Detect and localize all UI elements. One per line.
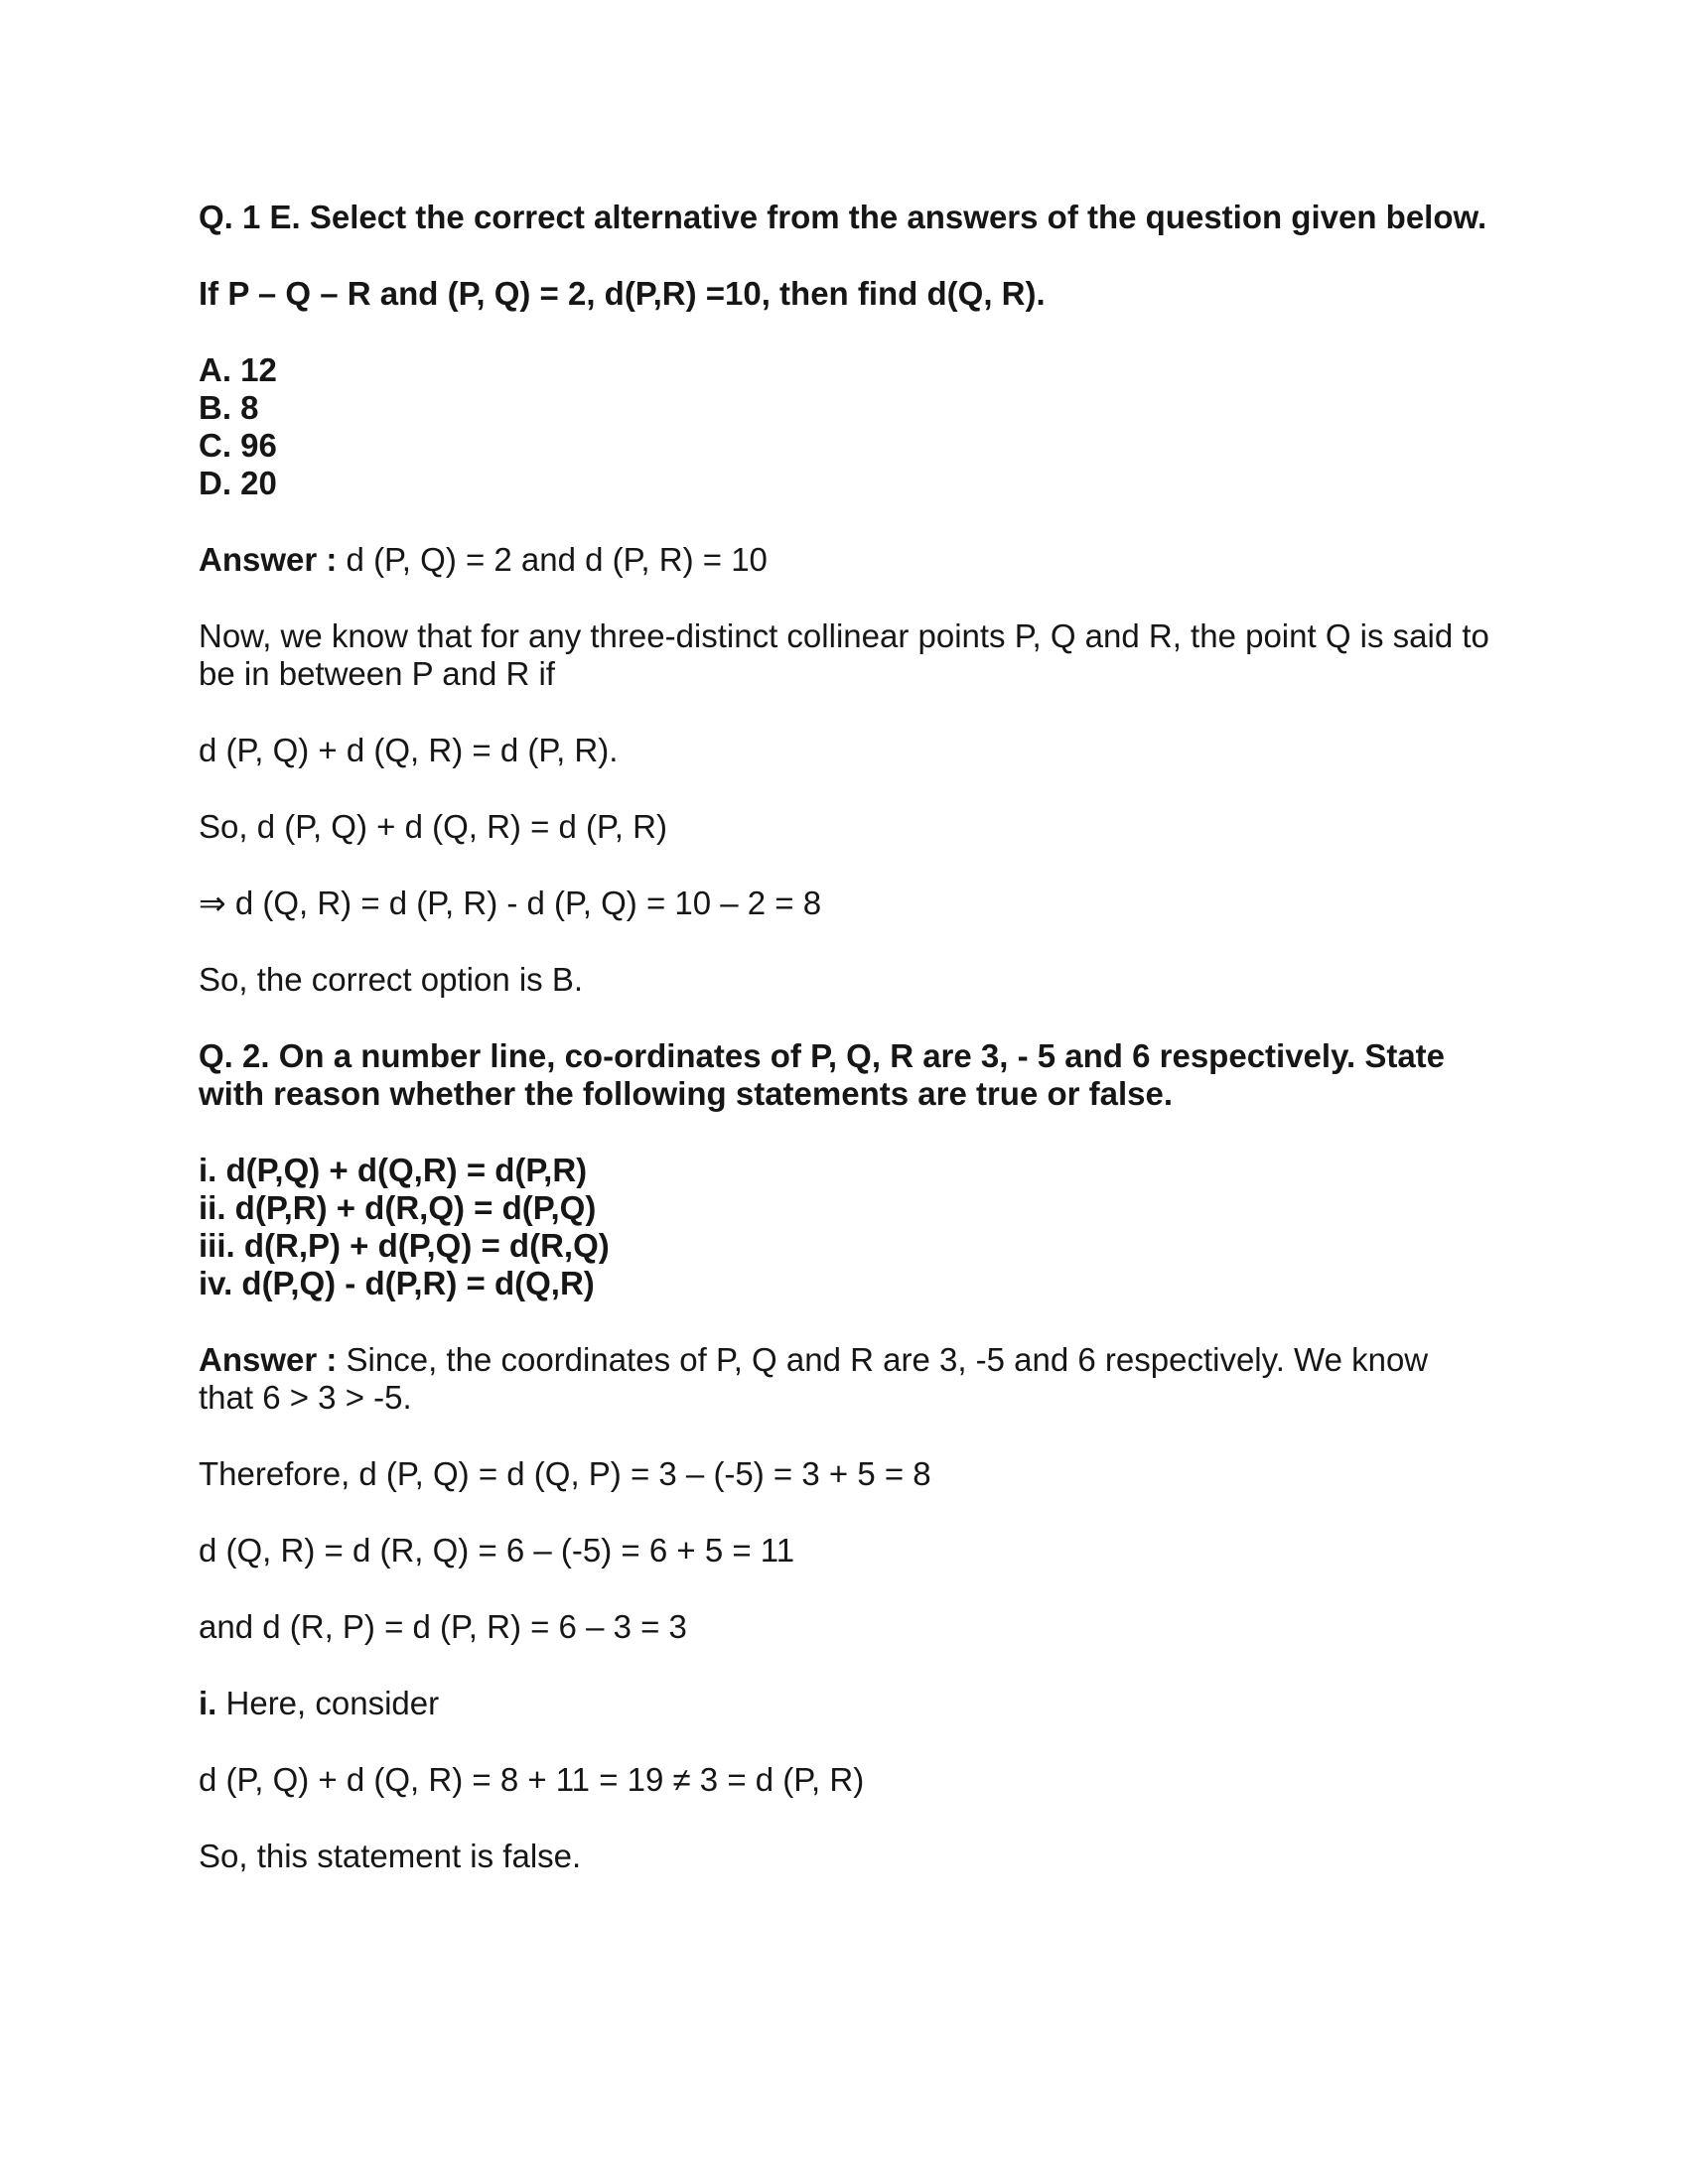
q2-calc2: d (Q, R) = d (R, Q) = 6 – (-5) = 6 + 5 = 11	[199, 1532, 795, 1569]
q2-answer-label: Answer :	[199, 1341, 338, 1378]
q1-title: Q. 1 E. Select the correct alternative from the answers of the question given below.	[199, 199, 1487, 235]
document-page	[199, 199, 1489, 1914]
q1-option-c: C. 96	[199, 427, 277, 464]
q2-part-i-text: Here, consider	[216, 1685, 440, 1721]
q2-title: Q. 2. On a number line, co-ordinates of P, Q, R are 3, - 5 and 6 respectively. State with reason whether the following statements are true or false.	[199, 1037, 1446, 1112]
q1-option-a: A. 12	[199, 351, 277, 388]
q2-statement-iii: iii. d(R,P) + d(P,Q) = d(R,Q)	[199, 1227, 610, 1264]
q2-answer	[199, 1341, 1489, 1417]
q1-question: If P – Q – R and (P, Q) = 2, d(P,R) =10, then find d(Q, R).	[199, 275, 1046, 312]
q1-conclusion: So, the correct option is B.	[199, 961, 584, 998]
q1-explanation: Now, we know that for any three-distinct collinear points P, Q and R, the point Q is said to be in between P and R if	[199, 617, 1489, 692]
q2-statement-i: i. d(P,Q) + d(Q,R) = d(P,R)	[199, 1152, 588, 1188]
q1-answer-label: Answer :	[199, 541, 338, 578]
q2-statement-ii: ii. d(P,R) + d(R,Q) = d(P,Q)	[199, 1189, 597, 1226]
q2-calc1: Therefore, d (P, Q) = d (Q, P) = 3 – (-5) = 3 + 5 = 8	[199, 1455, 931, 1492]
q1-line1: d (P, Q) + d (Q, R) = d (P, R).	[199, 732, 619, 768]
q2-part-i	[199, 1685, 1489, 1722]
q2-statements	[199, 1152, 1489, 1302]
q1-line2: So, d (P, Q) + d (Q, R) = d (P, R)	[199, 808, 667, 845]
q1-answer	[199, 541, 1489, 579]
q1-options	[199, 351, 1489, 502]
q2-calc3: and d (R, P) = d (P, R) = 6 – 3 = 3	[199, 1608, 687, 1645]
q2-answer-text: Since, the coordinates of P, Q and R are 3, -5 and 6 respectively. We know that 6 > 3 > -5.	[199, 1341, 1429, 1416]
q1-option-b: B. 8	[199, 389, 259, 426]
q1-answer-text: d (P, Q) = 2 and d (P, R) = 10	[337, 541, 768, 578]
q2-part-i-label: i.	[199, 1685, 217, 1721]
q2-statement-iv: iv. d(P,Q) - d(P,R) = d(Q,R)	[199, 1265, 595, 1301]
q1-option-d: D. 20	[199, 465, 277, 501]
q2-part-i-calc: d (P, Q) + d (Q, R) = 8 + 11 = 19 ≠ 3 = d (P, R)	[199, 1761, 865, 1798]
q2-part-i-result: So, this statement is false.	[199, 1838, 582, 1874]
q1-line3: ⇒ d (Q, R) = d (P, R) - d (P, Q) = 10 – 2 = 8	[199, 885, 822, 921]
